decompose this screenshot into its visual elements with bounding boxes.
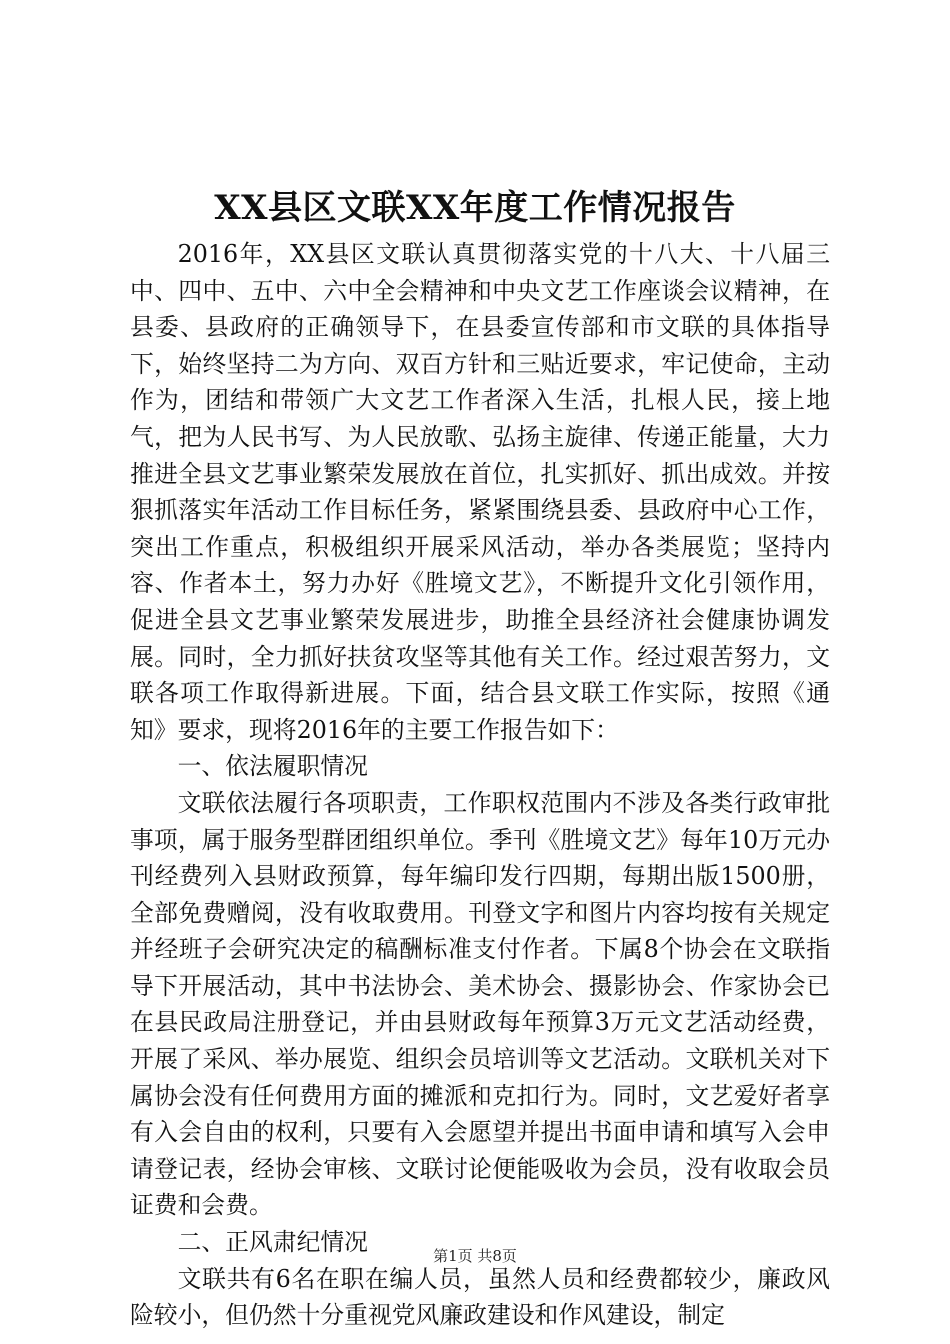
document-title: XX县区文联XX年度工作情况报告 [214,188,736,228]
section-2-paragraph: 文联共有6名在职在编人员，虽然人员和经费都较少，廉政风险较小，但仍然十分重视党风廉政建设和作风建设，制定 [130,1264,830,1330]
document-body [130,236,830,1334]
page-footer: 第1页 共8页 [433,1247,517,1265]
intro-paragraph: 2016年，XX县区文联认真贯彻落实党的十八大、十八届三中、四中、五中、六中全会精神和中央文艺工作座谈会议精神，在县委、县政府的正确领导下，在县委宣传部和市文联的具体指导下，始终坚持二为方向、双百方针和三贴近要求，牢记使命，主动作为，团结和带领广大文艺工作者深入生活，扎根人民，接上地气，把为人民书写、为人民放歌、弘扬主旋律、传递正能量，大力推进全县文艺事业繁荣发展放在首位，扎实抓好、抓出成效。并按狠抓落实年活动工作目标任务，紧紧围绕县委、县政府中心工作，突出工作重点，积极组织开展采风活动，举办各类展览；坚持内容、作者本土，努力办好《胜境文艺》，不断提升文化引领作用，促进全县文艺事业繁荣发展进步，助推全县经济社会健康协调发展。同时，全力抓好扶贫攻坚等其他有关工作。经过艰苦努力，文联各项工作取得新进展。下面，结合县文联工作实际，按照《通知》要求，现将2016年的主要工作报告如下： [130,240,830,744]
section-heading-1: 一、依法履职情况 [177,752,368,781]
section-1-paragraph: 文联依法履行各项职责，工作职权范围内不涉及各类行政审批事项，属于服务型群团组织单位。季刊《胜境文艺》每年10万元办刊经费列入县财政预算，每年编印发行四期，每期出版1500册，全部免费赠阅，没有收取费用。刊登文字和图片内容均按有关规定并经班子会研究决定的稿酬标准支付作者。下属8个协会在文联指导下开展活动，其中书法协会、美术协会、摄影协会、作家协会已在县民政局注册登记，并由县财政每年预算3万元文艺活动经费，开展了采风、举办展览、组织会员培训等文艺活动。文联机关对下属协会没有任何费用方面的摊派和克扣行为。同时，文艺爱好者享有入会自由的权利，只要有入会愿望并提出书面申请和填写入会申请登记表，经协会审核、文联讨论便能吸收为会员，没有收取会员证费和会费。 [130,788,830,1220]
section-heading-2: 二、正风肃纪情况 [177,1228,368,1257]
